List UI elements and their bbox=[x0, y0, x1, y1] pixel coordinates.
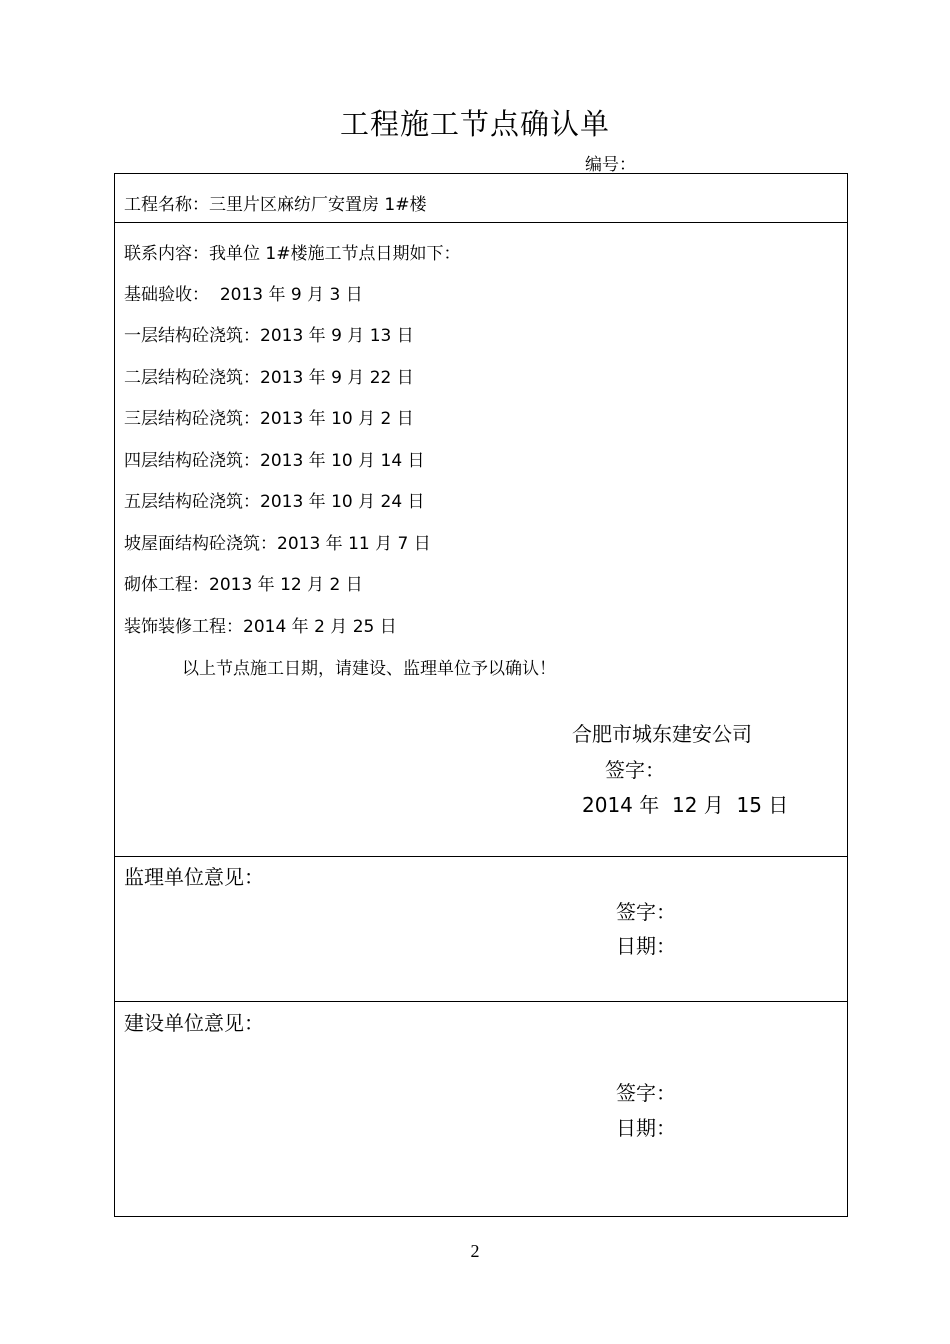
milestone-row bbox=[124, 487, 425, 512]
milestone-date: 2013 年 10 月 14 日 bbox=[260, 451, 425, 471]
milestone-date: 2013 年 11 月 7 日 bbox=[277, 534, 431, 554]
milestone-date: 2013 年 10 月 24 日 bbox=[260, 492, 425, 512]
milestone-row bbox=[124, 612, 397, 637]
owner-sign-label: 签字： bbox=[616, 1081, 676, 1105]
owner-date-label: 日期： bbox=[616, 1116, 676, 1140]
milestone-label: 四层结构砼浇筑： bbox=[124, 451, 260, 471]
milestone-row bbox=[124, 570, 363, 595]
contractor-sign-label: 签字： bbox=[605, 758, 665, 782]
milestone-row bbox=[124, 280, 363, 305]
milestone-date: 2013 年 9 月 22 日 bbox=[260, 368, 414, 388]
milestone-row bbox=[124, 404, 414, 429]
document-number-label: 编号： bbox=[585, 155, 636, 175]
contractor-date: 2014 年 12 月 15 日 bbox=[582, 793, 789, 817]
milestone-date: 2013 年 12 月 2 日 bbox=[209, 575, 363, 595]
supervisor-sign-label: 签字： bbox=[616, 900, 676, 924]
supervisor-date-label: 日期： bbox=[616, 934, 676, 958]
project-name: 工程名称：三里片区麻纺厂安置房 1#楼 bbox=[124, 195, 427, 215]
milestone-row bbox=[124, 363, 414, 388]
milestone-label: 三层结构砼浇筑： bbox=[124, 409, 260, 429]
milestone-label: 砌体工程： bbox=[124, 575, 209, 595]
contractor-company: 合肥市城东建安公司 bbox=[572, 722, 752, 746]
supervisor-heading: 监理单位意见： bbox=[124, 865, 264, 889]
divider-project bbox=[115, 222, 847, 223]
milestone-row bbox=[124, 446, 425, 471]
milestone-date: 2013 年 10 月 2 日 bbox=[260, 409, 414, 429]
owner-heading: 建设单位意见： bbox=[124, 1011, 264, 1035]
divider-owner bbox=[115, 1001, 847, 1002]
document-title: 工程施工节点确认单 bbox=[339, 107, 610, 141]
milestone-date: 2013 年 9 月 13 日 bbox=[260, 326, 414, 346]
contact-intro: 联系内容：我单位 1#楼施工节点日期如下： bbox=[124, 244, 461, 264]
divider-supervisor bbox=[115, 856, 847, 857]
milestone-label: 二层结构砼浇筑： bbox=[124, 368, 260, 388]
milestone-date: 2013 年 9 月 3 日 bbox=[219, 285, 363, 305]
milestone-label: 一层结构砼浇筑： bbox=[124, 326, 260, 346]
milestone-date: 2014 年 2 月 25 日 bbox=[243, 617, 397, 637]
milestone-row bbox=[124, 321, 414, 346]
page-number: 2 bbox=[470, 1241, 480, 1261]
milestone-label: 装饰装修工程： bbox=[124, 617, 243, 637]
milestone-row bbox=[124, 529, 431, 554]
request-text: 以上节点施工日期，请建设、监理单位予以确认！ bbox=[182, 659, 556, 679]
milestone-label: 五层结构砼浇筑： bbox=[124, 492, 260, 512]
milestone-label: 基础验收： bbox=[124, 285, 209, 305]
milestone-label: 坡屋面结构砼浇筑： bbox=[124, 534, 277, 554]
